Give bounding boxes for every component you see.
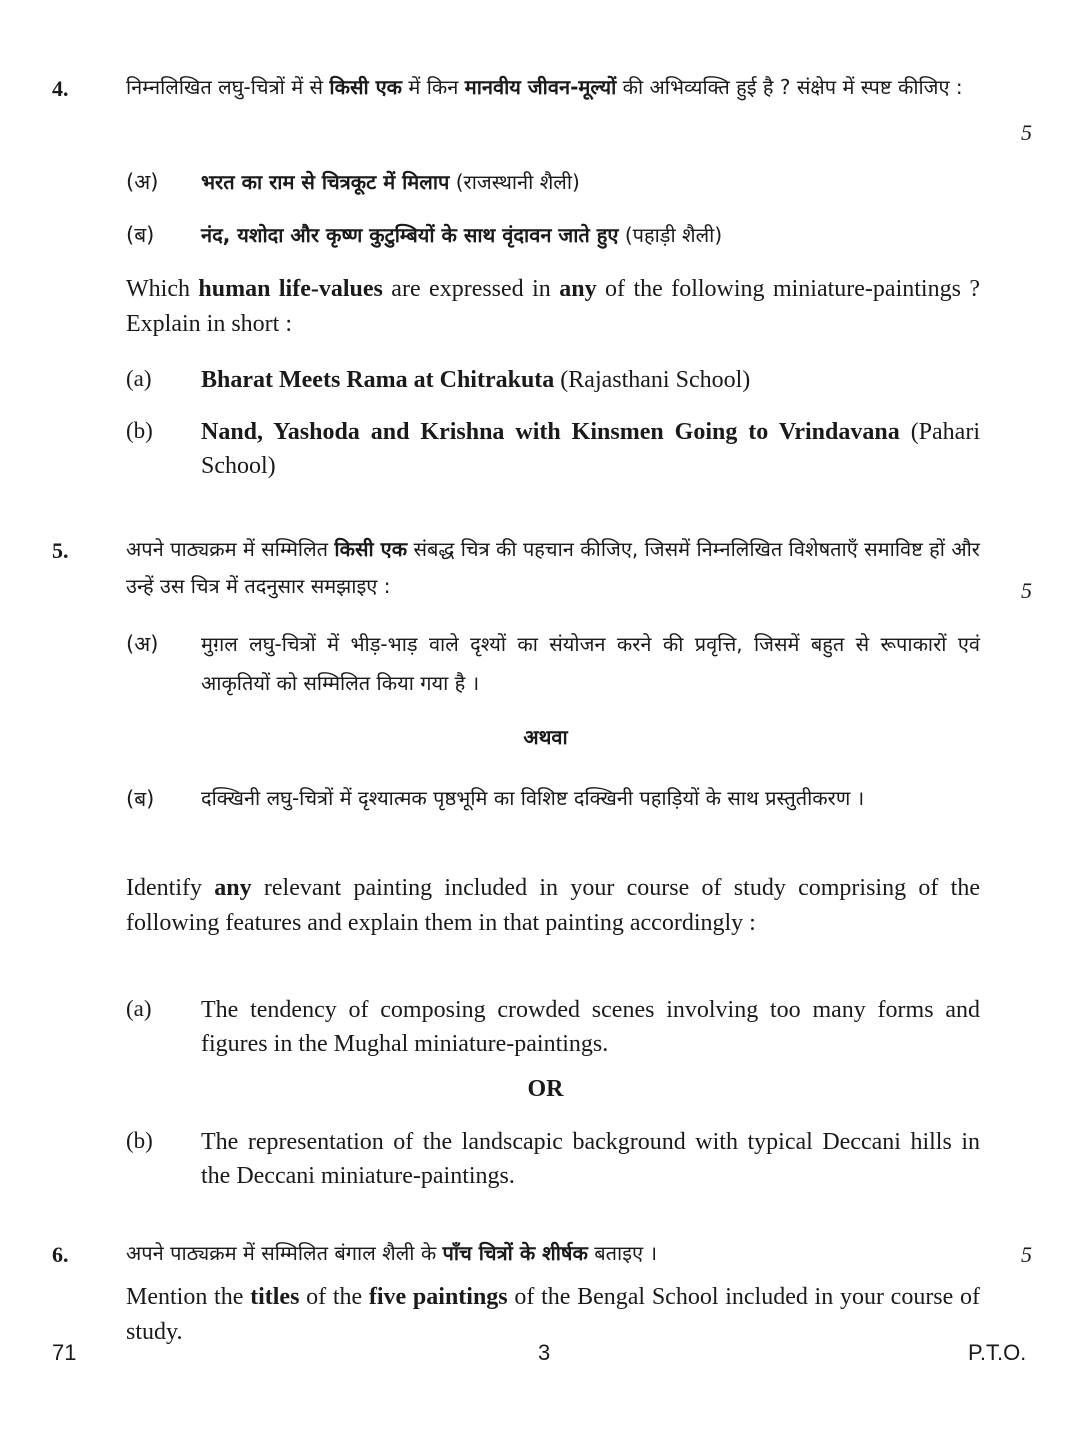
hindi-question-text: निम्नलिखित लघु-चित्रों में से किसी एक में किन मानवीय जीवन-मूल्यों की अभिव्यक्ति हुई है ? संक्षेप में स्पष्ट कीजिए :: [126, 75, 963, 99]
option-label: (ब): [126, 787, 155, 811]
english-or: OR: [527, 1076, 564, 1102]
option-label: (a): [126, 366, 152, 391]
hindi-or: अथवा: [523, 725, 568, 749]
hindi-option-b: दक्खिनी लघु-चित्रों में दृश्यात्मक पृष्ठभूमि का विशिष्ट दक्खिनी पहाड़ियों के साथ प्रस्तुतीकरण ।: [201, 786, 865, 810]
hindi-question-text: अपने पाठ्यक्रम में सम्मिलित बंगाल शैली के पाँच चित्रों के शीर्षक बताइए ।: [126, 1241, 658, 1265]
hindi-option-a: मुग़ल लघु-चित्रों में भीड़-भाड़ वाले दृश्यों का संयोजन करने की प्रवृत्ति, जिसमें बहुत से रूपाकारों एवं आकृतियों को सम्मिलित किया गया है ।: [201, 632, 980, 695]
question-number: 4.: [52, 76, 69, 101]
marks: 5: [1021, 120, 1032, 145]
pto-label: P.T.O.: [968, 1340, 1027, 1365]
marks: 5: [1021, 578, 1032, 603]
english-option-b: The representation of the landscapic background with typical Deccani hills in the Deccani miniature-paintings.: [201, 1129, 980, 1189]
marks: 5: [1021, 1242, 1032, 1267]
english-option-a: The tendency of composing crowded scenes involving too many forms and figures in the Mughal miniature-paintings.: [201, 997, 980, 1057]
option-label: (अ): [126, 170, 159, 194]
paper-code: 71: [52, 1340, 77, 1365]
english-question-text: Mention the titles of the five paintings of the Bengal School included in your course of study.: [126, 1284, 981, 1345]
option-label: (अ): [126, 632, 159, 656]
hindi-option-a: भरत का राम से चित्रकूट में मिलाप (राजस्थानी शैली): [201, 170, 580, 194]
page-number: 3: [538, 1340, 551, 1365]
english-option-b: Nand, Yashoda and Krishna with Kinsmen Going to Vrindavana (Pahari School): [201, 419, 980, 479]
english-question-text: Identify any relevant painting included in your course of study comprising of the following features and explain them in that painting accordingly :: [126, 875, 980, 936]
question-number: 6.: [52, 1242, 69, 1267]
english-question-text: Which human life-values are expressed in any of the following miniature-paintings ? Explain in short :: [126, 276, 981, 337]
hindi-question-text: अपने पाठ्यक्रम में सम्मिलित किसी एक संबद्ध चित्र की पहचान कीजिए, जिसमें निम्नलिखित विशेषताएँ समाविष्ट हों और उन्हें उस चित्र में तदनुसार समझाइए :: [126, 537, 980, 598]
question-number: 5.: [52, 538, 69, 563]
option-label: (ब): [126, 223, 155, 247]
option-label: (b): [126, 418, 153, 443]
option-label: (b): [126, 1128, 153, 1153]
english-option-a: Bharat Meets Rama at Chitrakuta (Rajasthani School): [201, 367, 751, 393]
option-label: (a): [126, 996, 152, 1021]
hindi-option-b: नंद, यशोदा और कृष्ण कुटुम्बियों के साथ वृंदावन जाते हुए (पहाड़ी शैली): [201, 223, 723, 247]
